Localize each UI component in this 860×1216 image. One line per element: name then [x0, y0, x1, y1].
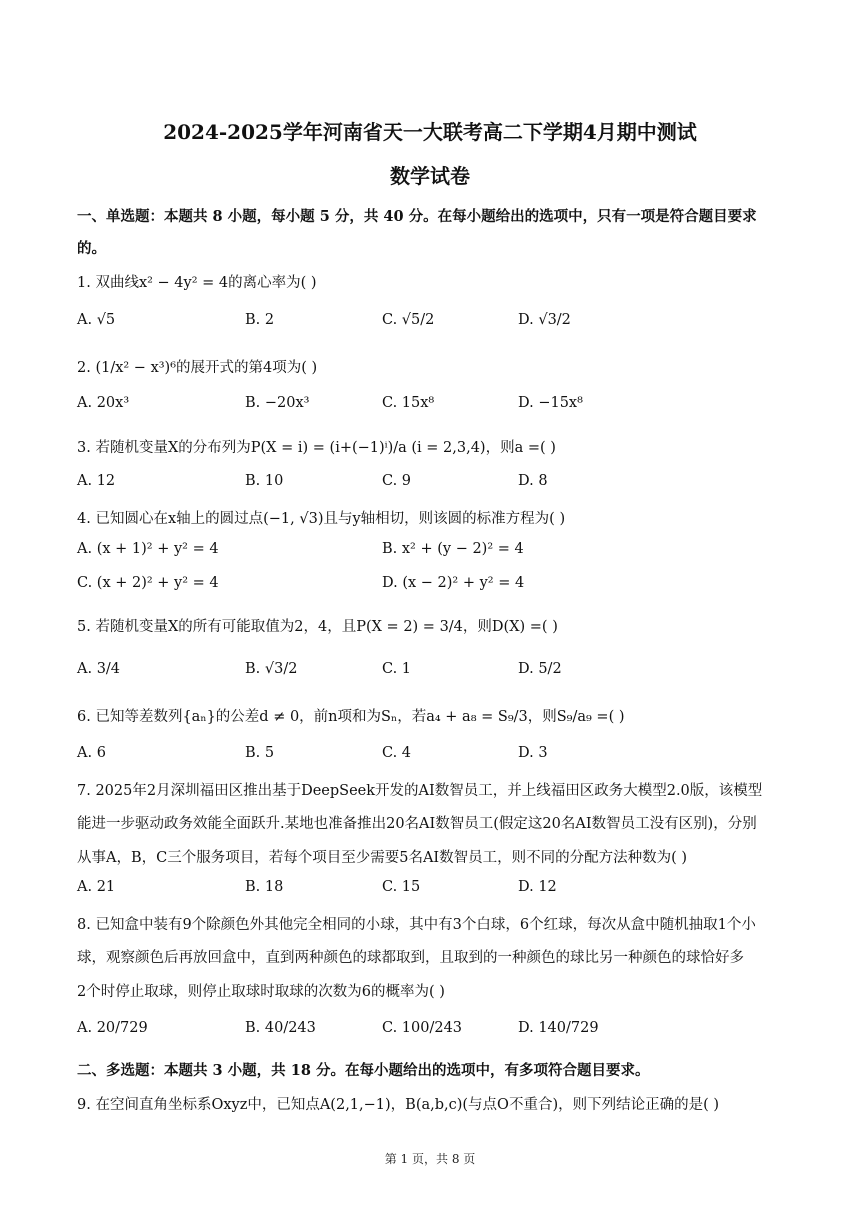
- q8-option-d: D. 140/729: [518, 1020, 599, 1036]
- q9-stem: 9. 在空间直角坐标系Oxyz中，已知点A(2,1,−1)，B(a,b,c)(与点O不重合)，则下列结论正确的是( ): [77, 1097, 720, 1113]
- q6-stem: 6. 已知等差数列{aₙ}的公差d ≠ 0，前n项和为Sₙ，若a₄ + a₈ = S₉/3，则S₉/a₉ =( ): [77, 709, 625, 725]
- q8-option-b: B. 40/243: [245, 1020, 316, 1036]
- q6-option-d: D. 3: [518, 745, 548, 761]
- q8-option-a: A. 20/729: [77, 1020, 148, 1036]
- q5-stem: 5. 若随机变量X的所有可能取值为2，4，且P(X = 2) = 3/4，则D(X) =( ): [77, 619, 558, 635]
- q1-option-c: C. √5/2: [382, 312, 435, 328]
- q7-stem-line1: 7. 2025年2月深圳福田区推出基于DeepSeek开发的AI数智员工，并上线福田区政务大模型2.0版，该模型: [77, 783, 763, 799]
- q2-option-c: C. 15x⁸: [382, 395, 435, 411]
- q3-option-d: D. 8: [518, 473, 548, 489]
- q8-stem-line1: 8. 已知盒中装有9个除颜色外其他完全相同的小球，其中有3个白球，6个红球，每次从盒中随机抽取1个小: [77, 917, 756, 933]
- q5-option-b: B. √3/2: [245, 661, 298, 677]
- q5-option-c: C. 1: [382, 661, 412, 677]
- q2-option-b: B. −20x³: [245, 395, 310, 411]
- q5-option-d: D. 5/2: [518, 661, 562, 677]
- page-footer: 第 1 页，共 8 页: [384, 1152, 476, 1166]
- q6-option-a: A. 6: [77, 745, 106, 761]
- q6-option-b: B. 5: [245, 745, 275, 761]
- q1-option-a: A. √5: [77, 312, 116, 328]
- q3-stem: 3. 若随机变量X的分布列为P(X = i) = (i+(−1)ⁱ)/a (i = 2,3,4)，则a =( ): [77, 440, 556, 456]
- q4-option-a: A. (x + 1)² + y² = 4: [77, 541, 219, 557]
- q4-option-b: B. x² + (y − 2)² = 4: [382, 541, 524, 557]
- q7-option-a: A. 21: [77, 879, 116, 895]
- q7-stem-line3: 从事A，B，C三个服务项目，若每个项目至少需要5名AI数智员工，则不同的分配方法种数为( ): [77, 850, 688, 866]
- page-subtitle: 数学试卷: [390, 164, 470, 188]
- q8-stem-line3: 2个时停止取球，则停止取球时取球的次数为6的概率为( ): [77, 984, 445, 1000]
- q3-option-a: A. 12: [77, 473, 116, 489]
- q8-option-c: C. 100/243: [382, 1020, 463, 1036]
- q4-stem: 4. 已知圆心在x轴上的圆过点(−1, √3)且与y轴相切，则该圆的标准方程为( ): [77, 511, 566, 527]
- q1-option-d: D. √3/2: [518, 312, 571, 328]
- q3-option-b: B. 10: [245, 473, 284, 489]
- q6-option-c: C. 4: [382, 745, 412, 761]
- q1-option-b: B. 2: [245, 312, 275, 328]
- q7-stem-line2: 能进一步驱动政务效能全面跃升.某地也准备推出20名AI数智员工(假定这20名AI数智员工没有区别)，分别: [77, 816, 757, 832]
- q2-stem: 2. (1/x² − x³)⁶的展开式的第4项为( ): [77, 360, 318, 376]
- q7-option-b: B. 18: [245, 879, 284, 895]
- q7-option-c: C. 15: [382, 879, 421, 895]
- section1-heading-line1: 一、单选题：本题共 8 小题，每小题 5 分，共 40 分。在每小题给出的选项中，只有一项是符合题目要求: [77, 208, 757, 225]
- q2-option-a: A. 20x³: [77, 395, 130, 411]
- q7-option-d: D. 12: [518, 879, 557, 895]
- q4-option-c: C. (x + 2)² + y² = 4: [77, 575, 219, 591]
- q5-option-a: A. 3/4: [77, 661, 121, 677]
- section1-heading-line2: 的。: [77, 240, 106, 257]
- q1-stem: 1. 双曲线x² − 4y² = 4的离心率为( ): [77, 275, 317, 291]
- q4-option-d: D. (x − 2)² + y² = 4: [382, 575, 525, 591]
- q8-stem-line2: 球，观察颜色后再放回盒中，直到两种颜色的球都取到，且取到的一种颜色的球比另一种颜色的球恰好多: [77, 950, 744, 966]
- page-title: 2024-2025学年河南省天一大联考高二下学期4月期中测试: [163, 120, 697, 144]
- q2-option-d: D. −15x⁸: [518, 395, 583, 411]
- q3-option-c: C. 9: [382, 473, 412, 489]
- section2-heading: 二、多选题：本题共 3 小题，共 18 分。在每小题给出的选项中，有多项符合题目要求。: [77, 1062, 650, 1079]
